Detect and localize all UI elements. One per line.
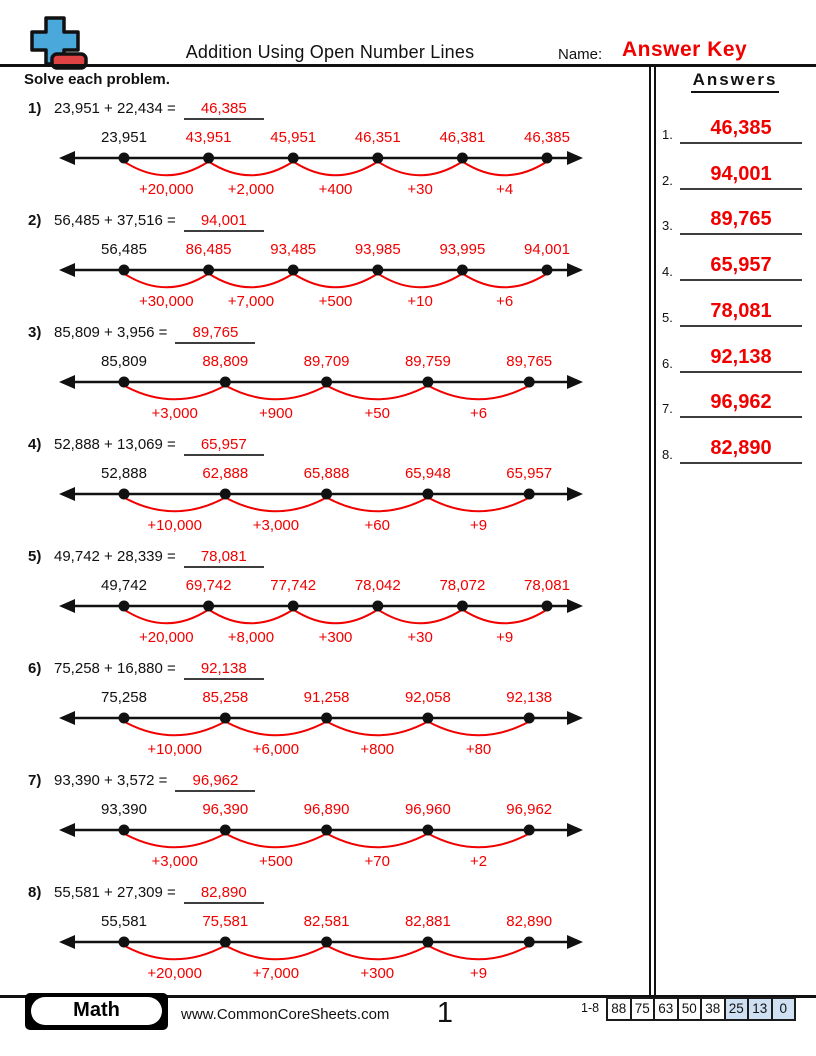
jump-label: +70 (364, 853, 390, 870)
jump-arc (225, 834, 326, 848)
point-label: 96,962 (506, 801, 553, 818)
point-label: 94,001 (524, 241, 570, 258)
jump-arc (462, 274, 547, 288)
point-label: 46,351 (354, 129, 401, 146)
point-label: 23,951 (101, 129, 147, 146)
jump-arc (124, 274, 209, 288)
subject-badge-label: Math (31, 997, 162, 1025)
point-dot (422, 713, 433, 724)
problem-number: 3) (28, 324, 42, 341)
point-label: 82,890 (506, 913, 553, 930)
problem-answer: 65,957 (184, 436, 264, 456)
point-dot (524, 713, 535, 724)
jump-arc (428, 722, 529, 736)
point-dot (220, 489, 231, 500)
problem-expression: 75,258 + 16,880 = (54, 660, 176, 677)
point-label: 93,985 (354, 241, 401, 258)
jump-label: +4 (496, 181, 514, 198)
problem-number: 2) (28, 212, 42, 229)
point-label: 89,765 (506, 353, 553, 370)
point-label: 93,390 (101, 801, 147, 818)
jump-arc (124, 162, 209, 176)
problem-answer: 92,138 (184, 660, 264, 680)
answer-item (658, 247, 810, 281)
name-label: Name: (558, 46, 603, 63)
jump-label: +20,000 (138, 629, 194, 646)
answers-panel-header (660, 70, 810, 93)
column-separator (654, 67, 656, 996)
point-label: 56,485 (101, 241, 147, 258)
page-title: Addition Using Open Number Lines (185, 42, 475, 62)
jump-arc (124, 386, 225, 400)
point-dot (457, 265, 468, 276)
answers-title: Answers (691, 70, 780, 93)
point-dot (119, 489, 130, 500)
jump-label: +3,000 (151, 853, 198, 870)
problem-block (0, 212, 650, 320)
answer-number: 8. (662, 446, 673, 462)
answer-number: 7. (662, 401, 673, 417)
problem-answer: 46,385 (184, 100, 264, 120)
problem-block (0, 772, 650, 880)
jump-label: +800 (360, 741, 395, 758)
point-label: 92,138 (506, 689, 553, 706)
problem-expression: 93,390 + 3,572 = (54, 772, 168, 789)
jump-label: +7,000 (252, 965, 300, 982)
jump-arc (293, 274, 378, 288)
left-arrow-icon (59, 711, 75, 725)
answer-value: 96,962 (680, 391, 802, 418)
point-label: 91,258 (303, 689, 350, 706)
jump-arc (462, 610, 547, 624)
problem-statement (28, 436, 264, 456)
point-dot (203, 601, 214, 612)
point-dot (524, 825, 535, 836)
problem-statement (28, 548, 264, 568)
point-dot (220, 713, 231, 724)
point-dot (422, 377, 433, 388)
point-label: 93,995 (439, 241, 486, 258)
jump-arc (378, 162, 463, 176)
score-cell: 63 (653, 997, 679, 1021)
point-dot (119, 153, 130, 164)
answer-value: 89,765 (680, 208, 802, 235)
point-dot (220, 937, 231, 948)
right-arrow-icon (567, 823, 583, 837)
jump-arc (462, 162, 547, 176)
jump-arc (225, 498, 326, 512)
problem-block (0, 100, 650, 208)
score-cell: 25 (724, 997, 750, 1021)
jump-arc (225, 386, 326, 400)
point-label: 65,888 (303, 465, 350, 482)
problem-statement (28, 212, 264, 232)
point-dot (524, 937, 535, 948)
answer-item (658, 156, 810, 190)
point-dot (220, 825, 231, 836)
subject-badge (25, 993, 168, 1030)
point-dot (524, 489, 535, 500)
jump-arc (327, 386, 428, 400)
left-arrow-icon (59, 151, 75, 165)
score-range-label: 1-8 (581, 1001, 600, 1015)
problem-number: 1) (28, 100, 42, 117)
right-arrow-icon (567, 375, 583, 389)
point-label: 46,381 (439, 129, 486, 146)
jump-arc (378, 610, 463, 624)
answer-number: 5. (662, 309, 673, 325)
answer-number: 4. (662, 264, 673, 280)
point-label: 93,485 (270, 241, 317, 258)
problem-answer: 96,962 (175, 772, 255, 792)
jump-label: +30 (407, 629, 433, 646)
answer-value: 82,890 (680, 437, 802, 464)
point-label: 62,888 (202, 465, 249, 482)
problem-statement (28, 660, 264, 680)
point-label: 65,957 (506, 465, 553, 482)
point-dot (372, 601, 383, 612)
problem-number: 4) (28, 436, 42, 453)
problem-statement (28, 324, 255, 344)
jump-arc (225, 946, 326, 960)
point-label: 46,385 (524, 129, 570, 146)
jump-arc (209, 162, 294, 176)
point-label: 78,081 (524, 577, 570, 594)
jump-label: +20,000 (147, 965, 202, 982)
jump-label: +80 (465, 741, 492, 758)
point-dot (321, 489, 332, 500)
point-label: 75,258 (101, 689, 147, 706)
number-line (30, 682, 590, 766)
point-label: 88,809 (202, 353, 249, 370)
problem-expression: 23,951 + 22,434 = (54, 100, 176, 117)
point-label: 85,809 (101, 353, 147, 370)
jump-label: +9 (496, 629, 514, 646)
jump-label: +30 (407, 181, 433, 198)
jump-label: +2 (469, 853, 488, 870)
website-text: www.CommonCoreSheets.com (181, 1006, 390, 1023)
point-dot (288, 153, 299, 164)
jump-arc (428, 834, 529, 848)
score-table (608, 997, 796, 1021)
point-label: 96,390 (202, 801, 249, 818)
answer-item (658, 110, 810, 144)
point-dot (321, 713, 332, 724)
number-line (30, 234, 590, 318)
right-arrow-icon (567, 711, 583, 725)
answer-key-label: Answer Key (622, 38, 748, 61)
jump-arc (327, 722, 428, 736)
score-cell: 88 (606, 997, 632, 1021)
point-dot (119, 713, 130, 724)
point-label: 45,951 (270, 129, 317, 146)
problem-answer: 94,001 (184, 212, 264, 232)
answer-value: 65,957 (680, 254, 802, 281)
point-label: 65,948 (404, 465, 451, 482)
problem-expression: 49,742 + 28,339 = (54, 548, 176, 565)
jump-arc (209, 610, 294, 624)
left-arrow-icon (59, 263, 75, 277)
point-label: 43,951 (185, 129, 232, 146)
point-dot (119, 937, 130, 948)
left-arrow-icon (59, 935, 75, 949)
jump-label: +10,000 (147, 517, 202, 534)
jump-label: +7,000 (227, 293, 275, 310)
problem-block (0, 660, 650, 768)
jump-label: +2,000 (227, 181, 275, 198)
point-dot (422, 489, 433, 500)
point-label: 85,258 (202, 689, 249, 706)
jump-label: +300 (360, 965, 395, 982)
point-dot (288, 265, 299, 276)
problem-expression: 56,485 + 37,516 = (54, 212, 176, 229)
jump-label: +500 (318, 293, 353, 310)
left-arrow-icon (59, 599, 75, 613)
score-cell: 13 (747, 997, 773, 1021)
point-dot (542, 601, 553, 612)
answer-item (658, 384, 810, 418)
problem-block (0, 324, 650, 432)
problem-answer: 89,765 (175, 324, 255, 344)
jump-arc (124, 946, 225, 960)
problem-statement (28, 884, 264, 904)
jump-arc (327, 946, 428, 960)
number-line (30, 794, 590, 878)
answer-value: 46,385 (680, 117, 802, 144)
score-cell: 75 (630, 997, 656, 1021)
point-label: 82,581 (303, 913, 350, 930)
problem-expression: 52,888 + 13,069 = (54, 436, 176, 453)
right-arrow-icon (567, 151, 583, 165)
problem-number: 7) (28, 772, 42, 789)
left-arrow-icon (59, 375, 75, 389)
point-label: 89,759 (404, 353, 451, 370)
point-dot (372, 153, 383, 164)
number-line (30, 458, 590, 542)
jump-label: +8,000 (227, 629, 275, 646)
problem-number: 8) (28, 884, 42, 901)
point-dot (321, 937, 332, 948)
point-label: 49,742 (101, 577, 147, 594)
instructions-text: Solve each problem. (24, 71, 170, 88)
answer-item (658, 201, 810, 235)
score-cell: 0 (771, 997, 797, 1021)
page-number: 1 (436, 997, 454, 1029)
answer-item (658, 339, 810, 373)
jump-arc (209, 274, 294, 288)
right-arrow-icon (567, 599, 583, 613)
jump-arc (327, 498, 428, 512)
jump-label: +10 (407, 293, 433, 310)
left-arrow-icon (59, 823, 75, 837)
jump-arc (327, 834, 428, 848)
jump-label: +500 (259, 853, 293, 870)
jump-label: +60 (364, 517, 390, 534)
jump-arc (428, 946, 529, 960)
point-dot (422, 825, 433, 836)
point-dot (422, 937, 433, 948)
right-arrow-icon (567, 487, 583, 501)
jump-arc (124, 498, 225, 512)
problem-number: 5) (28, 548, 42, 565)
jump-label: +6 (469, 405, 488, 422)
point-dot (119, 601, 130, 612)
point-label: 89,709 (303, 353, 350, 370)
point-dot (220, 377, 231, 388)
answer-item (658, 293, 810, 327)
left-arrow-icon (59, 487, 75, 501)
jump-arc (124, 834, 225, 848)
point-label: 78,072 (439, 577, 486, 594)
jump-label: +30,000 (138, 293, 194, 310)
point-dot (321, 825, 332, 836)
point-label: 75,581 (202, 913, 249, 930)
jump-arc (124, 722, 225, 736)
problem-block (0, 884, 650, 992)
point-label: 92,058 (404, 689, 451, 706)
point-label: 96,890 (303, 801, 350, 818)
point-dot (457, 153, 468, 164)
jump-label: +3,000 (151, 405, 198, 422)
jump-label: +900 (259, 405, 293, 422)
point-label: 77,742 (270, 577, 317, 594)
point-dot (542, 153, 553, 164)
answer-value: 92,138 (680, 346, 802, 373)
point-label: 78,042 (354, 577, 401, 594)
answer-number: 6. (662, 355, 673, 371)
point-dot (288, 601, 299, 612)
problem-statement (28, 772, 255, 792)
problem-block (0, 548, 650, 656)
jump-label: +6,000 (252, 741, 300, 758)
point-dot (203, 265, 214, 276)
point-dot (119, 377, 130, 388)
problem-block (0, 436, 650, 544)
jump-label: +6 (496, 293, 514, 310)
point-dot (372, 265, 383, 276)
jump-arc (124, 610, 209, 624)
jump-label: +9 (469, 965, 488, 982)
point-dot (119, 265, 130, 276)
point-dot (119, 825, 130, 836)
jump-label: +10,000 (147, 741, 202, 758)
point-label: 82,881 (404, 913, 451, 930)
point-label: 69,742 (185, 577, 232, 594)
problem-expression: 55,581 + 27,309 = (54, 884, 176, 901)
answer-number: 2. (662, 172, 673, 188)
number-line (30, 346, 590, 430)
jump-label: +20,000 (138, 181, 194, 198)
answer-value: 78,081 (680, 300, 802, 327)
jump-label: +400 (318, 181, 353, 198)
point-dot (457, 601, 468, 612)
point-label: 96,960 (404, 801, 451, 818)
point-dot (203, 153, 214, 164)
jump-arc (428, 386, 529, 400)
point-label: 86,485 (185, 241, 232, 258)
problem-answer: 82,890 (184, 884, 264, 904)
point-dot (524, 377, 535, 388)
answer-number: 3. (662, 218, 673, 234)
right-arrow-icon (567, 263, 583, 277)
right-arrow-icon (567, 935, 583, 949)
point-label: 55,581 (101, 913, 147, 930)
jump-label: +3,000 (252, 517, 300, 534)
number-line (30, 122, 590, 206)
header-divider (0, 64, 816, 67)
problem-expression: 85,809 + 3,956 = (54, 324, 168, 341)
answer-item (658, 430, 810, 464)
jump-label: +50 (364, 405, 390, 422)
jump-arc (378, 274, 463, 288)
number-line (30, 906, 590, 990)
point-dot (542, 265, 553, 276)
answer-number: 1. (662, 127, 673, 142)
jump-label: +300 (318, 629, 353, 646)
point-label: 52,888 (101, 465, 147, 482)
problem-statement (28, 100, 264, 120)
score-cell: 50 (677, 997, 703, 1021)
score-cell: 38 (700, 997, 726, 1021)
problem-number: 6) (28, 660, 42, 677)
jump-arc (225, 722, 326, 736)
answer-value: 94,001 (680, 163, 802, 190)
jump-arc (293, 162, 378, 176)
jump-arc (293, 610, 378, 624)
jump-label: +9 (469, 517, 488, 534)
jump-arc (428, 498, 529, 512)
problem-answer: 78,081 (184, 548, 264, 568)
number-line (30, 570, 590, 654)
point-dot (321, 377, 332, 388)
